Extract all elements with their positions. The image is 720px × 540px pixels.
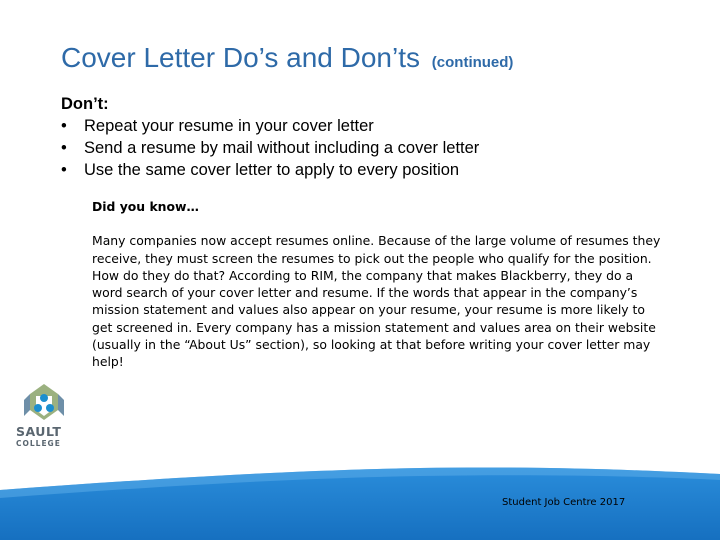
list-item-text: Use the same cover letter to apply to every position [84,161,460,179]
bullet-icon: • [61,139,67,157]
bullet-icon: • [61,117,67,135]
list-item [61,115,701,137]
slide-title [61,40,513,81]
list-item-text: Repeat your resume in your cover letter [84,117,374,135]
logo-emblem [24,384,64,420]
did-you-know-body: Many companies now accept resumes online. Because of the large volume of resumes they receive, they must screen the resumes to pick out the people who qualify for the position. How do they do that? According to RIM, the company that makes Blackberry, they do a word search of your cover letter and resume. If the words that appear in the company’s mission statement and values also appear on your resume, your resume is more likely to get screened in. Every company has a mission statement and values area on their website (usually in the “About Us” section), so looking at that before writing your cover letter may help! [92,233,661,370]
logo-line-1: SAULT [16,424,62,439]
did-you-know-title: Did you know… [92,199,199,214]
did-you-know-box [92,198,662,371]
dont-list [61,115,701,181]
logo-wordmark [16,425,72,449]
list-item [61,137,701,159]
slide-title-suffix: (continued) [431,54,514,71]
logo-line-2: COLLEGE [16,439,61,448]
footer-text: Student Job Centre 2017 [502,497,626,508]
bullet-icon: • [61,161,67,179]
slide-title-main: Cover Letter Do’s and Don’ts [61,42,420,73]
dont-section [61,93,701,181]
list-item [61,159,701,181]
list-item-text: Send a resume by mail without including a cover letter [84,139,480,157]
dont-heading: Don’t: [61,95,109,113]
